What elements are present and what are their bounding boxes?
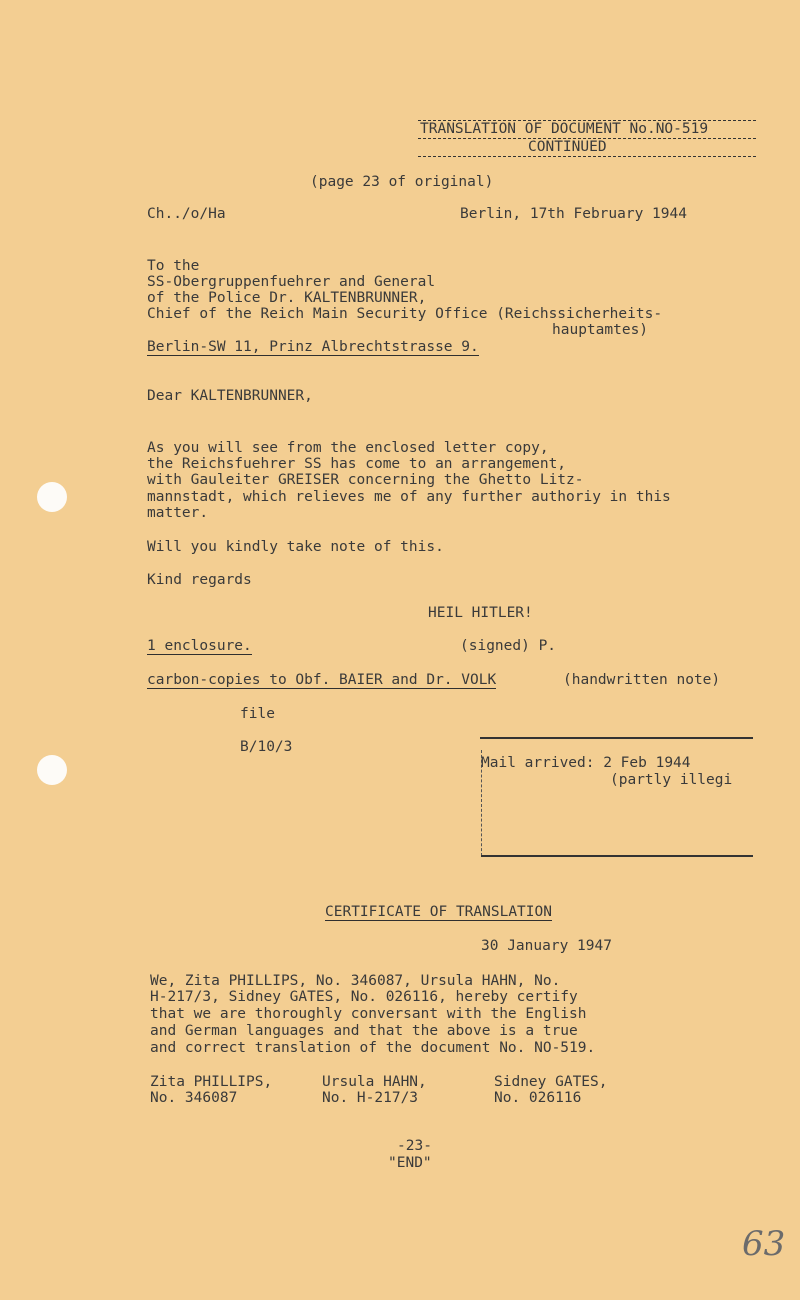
punch-hole-top [37,482,67,512]
handwritten-note-label: (handwritten note) [563,672,721,688]
signatory-number: No. H-217/3 [322,1090,419,1106]
page-number: -23- [397,1138,432,1154]
body-line: As you will see from the enclosed letter copy, [147,440,549,456]
signatory-number: No. 346087 [150,1090,238,1106]
page-reference: (page 23 of original) [310,174,494,190]
certificate-date: 30 January 1947 [481,938,612,954]
certificate-line: and German languages and that the above is a true [150,1023,578,1039]
handwritten-page-number: 63 [742,1224,786,1264]
document-title: TRANSLATION OF DOCUMENT No.NO-519 [420,121,709,137]
signature-line: (signed) P. [460,638,557,654]
certificate-title: CERTIFICATE OF TRANSLATION [325,904,552,920]
heil-hitler: HEIL HITLER! [428,605,533,621]
stamp-box-top [480,737,753,739]
body-line: matter. [147,505,209,521]
signatory-number: No. 026116 [494,1090,582,1106]
request-line: Will you kindly take note of this. [147,539,444,555]
body-line: with Gauleiter GREISER concerning the Ghetto Litz- [147,472,584,488]
file-label: file [240,706,275,722]
punch-hole-bottom [37,755,67,785]
address-line: SS-Obergruppenfuehrer and General [147,274,436,290]
body-line: mannstadt, which relieves me of any further authoriy in this [147,489,671,505]
mail-arrived: Mail arrived: 2 Feb 1944 [481,755,691,771]
address-line-street: Berlin-SW 11, Prinz Albrechtstrasse 9. [147,339,479,355]
certificate-line: We, Zita PHILLIPS, No. 346087, Ursula HAHN, No. [150,973,561,989]
signatory-name: Sidney GATES, [494,1074,608,1090]
title-rule-top [418,120,756,121]
certificate-line: and correct translation of the document No. NO-519. [150,1040,596,1056]
signatory-name: Ursula HAHN, [322,1074,427,1090]
address-line: hauptamtes) [552,322,649,338]
enclosure: 1 enclosure. [147,638,252,654]
carbon-copies: carbon-copies to Obf. BAIER and Dr. VOLK [147,672,497,688]
stamp-box-bottom [481,855,753,857]
file-reference: B/10/3 [240,739,293,755]
continued-label: CONTINUED [528,139,607,155]
body-line: the Reichsfuehrer SS has come to an arrangement, [147,456,567,472]
reference-code: Ch../o/Ha [147,206,226,222]
end-mark: "END" [388,1155,432,1171]
certificate-line: H-217/3, Sidney GATES, No. 026116, hereby certify [150,989,578,1005]
certificate-line: that we are thoroughly conversant with the English [150,1006,587,1022]
closing: Kind regards [147,572,252,588]
title-rule-bottom [418,156,756,157]
salutation: Dear KALTENBRUNNER, [147,388,313,404]
address-line: Chief of the Reich Main Security Office (Reichssicherheits- [147,306,663,322]
place-date: Berlin, 17th February 1944 [460,206,687,222]
address-line: To the [147,258,200,274]
partly-illegible: (partly illegi [610,772,733,788]
signatory-name: Zita PHILLIPS, [150,1074,273,1090]
address-line: of the Police Dr. KALTENBRUNNER, [147,290,427,306]
